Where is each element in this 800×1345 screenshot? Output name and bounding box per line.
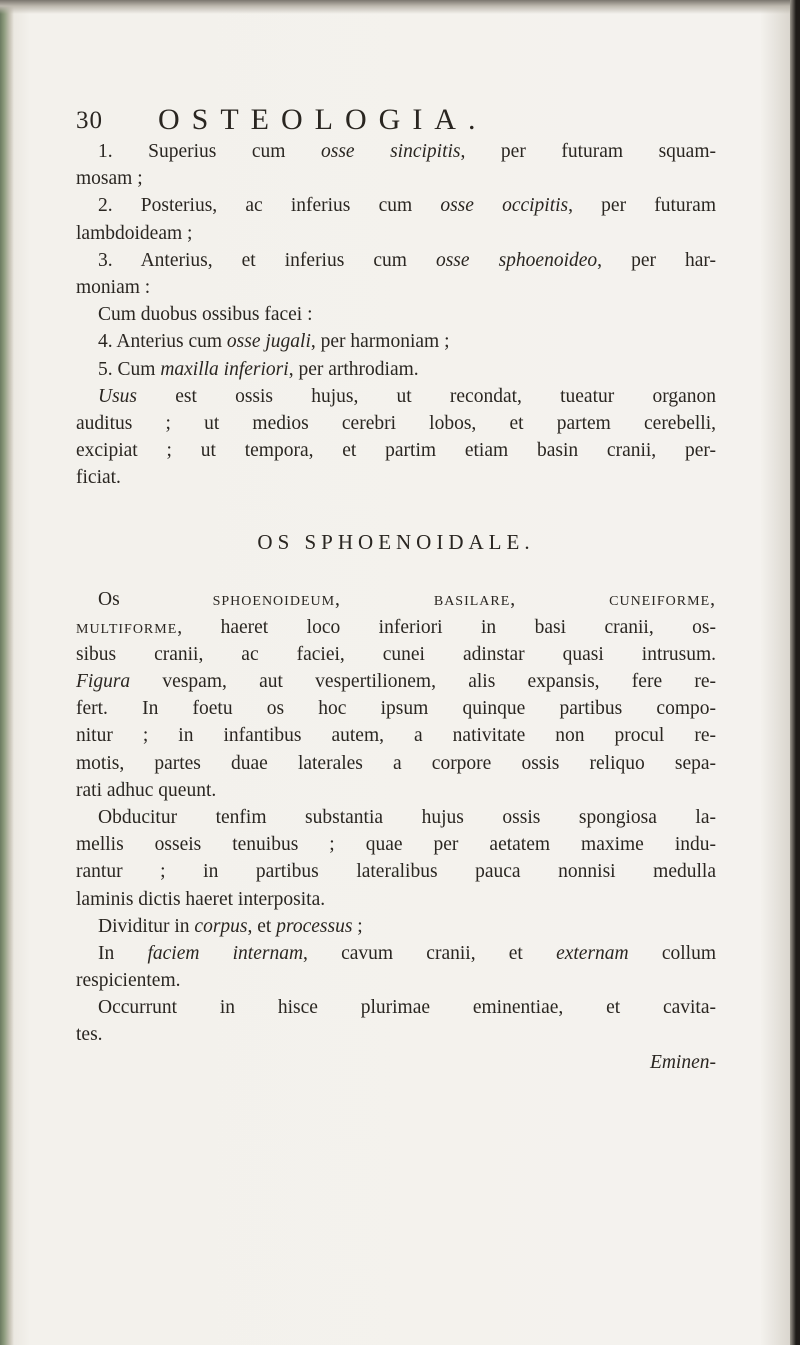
- text-line: moniam :: [76, 276, 151, 298]
- binding-edge: [0, 0, 14, 1345]
- page-number: 30: [76, 107, 103, 134]
- text-line: Cum duobus ossibus facei :: [98, 304, 313, 326]
- text-line: laminis dictis haeret interposita.: [76, 888, 326, 910]
- text-line: Dividitur in corpus, et processus ;: [98, 915, 363, 937]
- text-line: Figura vespam, aut vespertilionem, alis expansis, fere re-: [76, 671, 716, 692]
- text-line: rantur ; in partibus lateralibus pauca nonnisi medulla: [76, 861, 716, 883]
- catchword: Eminen-: [649, 1051, 716, 1073]
- text-line: nitur ; in infantibus autem, a nativitate non procul re-: [76, 725, 716, 747]
- top-edge: [0, 0, 800, 14]
- text-line: 1. Superius cum osse sincipitis, per futuram squam-: [98, 141, 716, 162]
- text-line: lambdoideam ;: [76, 222, 193, 244]
- text-line: 4. Anterius cum osse jugali, per harmoniam ;: [98, 331, 450, 353]
- text-line: Occurrunt in hisce plurimae eminentiae, et cavita-: [98, 997, 716, 1019]
- text-line: multiforme, haeret loco inferiori in basi cranii, os-: [76, 616, 716, 638]
- text-line: rati adhuc queunt.: [76, 779, 217, 801]
- text-line: Usus est ossis hujus, ut recondat, tueatur organon: [98, 385, 716, 407]
- text-line: ficiat.: [76, 467, 121, 489]
- text-line: fert. In foetu os hoc ipsum quinque partibus compo-: [76, 698, 716, 720]
- text-line: sibus cranii, ac faciei, cunei adinstar quasi intrusum.: [76, 643, 716, 665]
- text-line: respicientem.: [76, 970, 181, 992]
- text-line: In faciem internam, cavum cranii, et externam collum: [98, 942, 716, 964]
- text-line: mellis osseis tenuibus ; quae per aetatem maxime indu-: [76, 834, 716, 856]
- text-line: 3. Anterius, et inferius cum osse sphoenoideo, per har-: [98, 249, 716, 271]
- text-line: auditus ; ut medios cerebri lobos, et partem cerebelli,: [76, 412, 716, 434]
- text-line: Obducitur tenfim substantia hujus ossis spongiosa la-: [98, 806, 716, 828]
- text-line: excipiat ; ut tempora, et partim etiam basin cranii, per-: [76, 440, 716, 462]
- page-text: [76, 138, 716, 1076]
- text-line: 5. Cum maxilla inferiori, per arthrodiam.: [98, 358, 419, 380]
- page-header: [76, 103, 716, 143]
- right-edge: [790, 0, 800, 1345]
- text-line: 2. Posterius, ac inferius cum osse occipitis, per futuram: [98, 195, 716, 217]
- text-line: Os sphoenoideum, basilare, cuneiforme,: [98, 589, 716, 611]
- text-line: mosam ;: [76, 168, 143, 190]
- running-title: OSTEOLOGIA.: [158, 103, 488, 136]
- section-heading: OS SPHOENOIDALE.: [257, 530, 535, 555]
- text-line: motis, partes duae laterales a corpore ossis reliquo sepa-: [76, 752, 716, 774]
- text-line: tes.: [76, 1024, 103, 1046]
